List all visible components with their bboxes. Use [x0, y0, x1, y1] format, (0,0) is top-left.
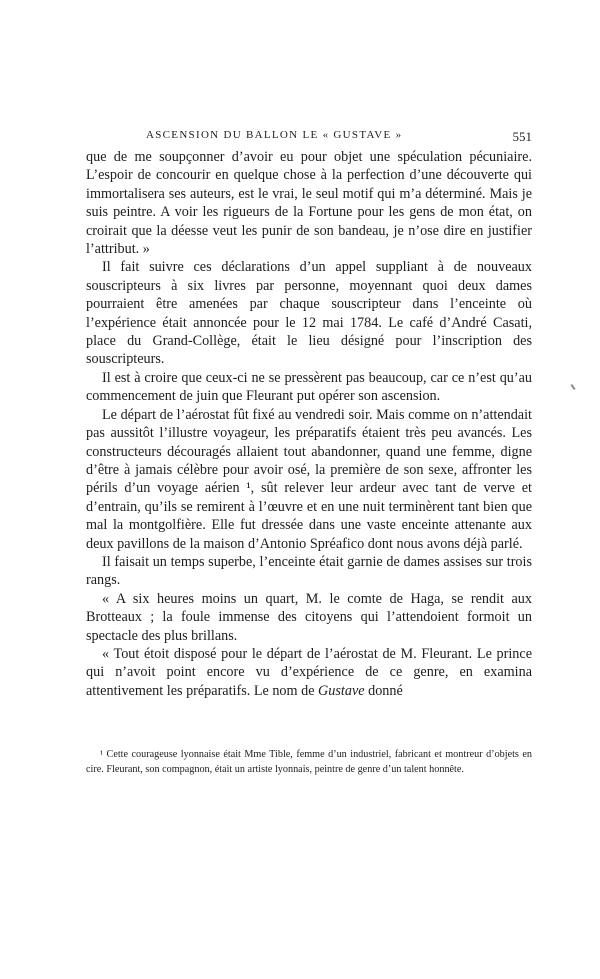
- running-head: [86, 129, 532, 147]
- paragraph-departure: Le départ de l’aérostat fût fixé au vendredi soir. Mais comme on n’attendait pas aussitôt l’illustre voyageur, les préparatifs étaient très peu avancés. Les constructeurs découragés allaient tout abandonner, quand une femme, digne d’être à jamais célèbre pour avoir osé, la première de son sexe, affronter les périls d’un voyage aérien ¹, sût relever leur ardeur avec tant de verve et d’entrain, qu’ils se remirent à l’œuvre et en une nuit terminèrent tant bien que mal la montgolfière. Elle fut dressée dans une vaste enceinte attenante aux deux pavillons de la maison d’Antonio Spréafico dont nous avons déjà parlé.: [86, 406, 532, 552]
- paragraph-tail: donné: [364, 682, 403, 699]
- paragraph-prince-preparations: [86, 645, 532, 700]
- gustave-italic: Gustave: [318, 682, 365, 699]
- paragraph-comte-de-haga: « A six heures moins un quart, M. le comte de Haga, se rendit aux Brotteaux ; la foule immense des citoyens qui l’attendoient formoit un spectacle des plus brillans.: [86, 590, 532, 644]
- scan-speck: [570, 384, 575, 390]
- paragraph-weather: Il faisait un temps superbe, l’enceinte était garnie de dames assises sur trois rangs.: [86, 553, 532, 589]
- running-title: ASCENSION DU BALLON LE « GUSTAVE »: [146, 129, 403, 141]
- page-number: 551: [512, 129, 532, 144]
- paragraph-subscription-appeal: Il fait suivre ces déclarations d’un appel suppliant à de nouveaux souscripteurs à six livres par personne, moyennant quoi deux dames pourraient être amenées par chaque souscripteur dans l’enceinte où l’expérience était annoncée pour le 12 mai 1784. Le café d’André Casati, place du Grand-Collège, était le lieu désigné pour l’inscription des souscripteurs.: [86, 259, 532, 368]
- footnotes: [86, 748, 532, 778]
- body-text: [86, 148, 532, 700]
- paragraph-continuation: que de me soupçonner d’avoir eu pour objet une spéculation pécuniaire. L’espoir de concourir en quelque chose à la perfection d’une découverte qui immortalisera ses auteurs, est le vrai, le seul motif qui m’a déterminé. Mais je suis peintre. A voir les rigueurs de la Fortune pour les gens de mon état, on croirait que la déesse veut les punir de son bandeau, je n’ose dire en justifier l’attribut. »: [86, 149, 532, 258]
- paragraph-prince-text: « Tout étoit disposé pour le départ de l’aérostat de M. Fleurant. Le prince qui n’avoit point encore vu d’expérience de ce genre, en examina attentivement les préparatifs. Le nom de: [86, 645, 532, 699]
- footnote-1: ¹ Cette courageuse lyonnaise était Mme Tible, femme d’un industriel, fabricant et montreur d’objets en cire. Fleurant, son compagnon, était un artiste lyonnais, peintre de genre d’un talent honnête.: [86, 749, 532, 775]
- paragraph-june-ascension: Il est à croire que ceux-ci ne se pressèrent pas beaucoup, car ce n’est qu’au commencement de juin que Fleurant put opérer son ascension.: [86, 369, 532, 405]
